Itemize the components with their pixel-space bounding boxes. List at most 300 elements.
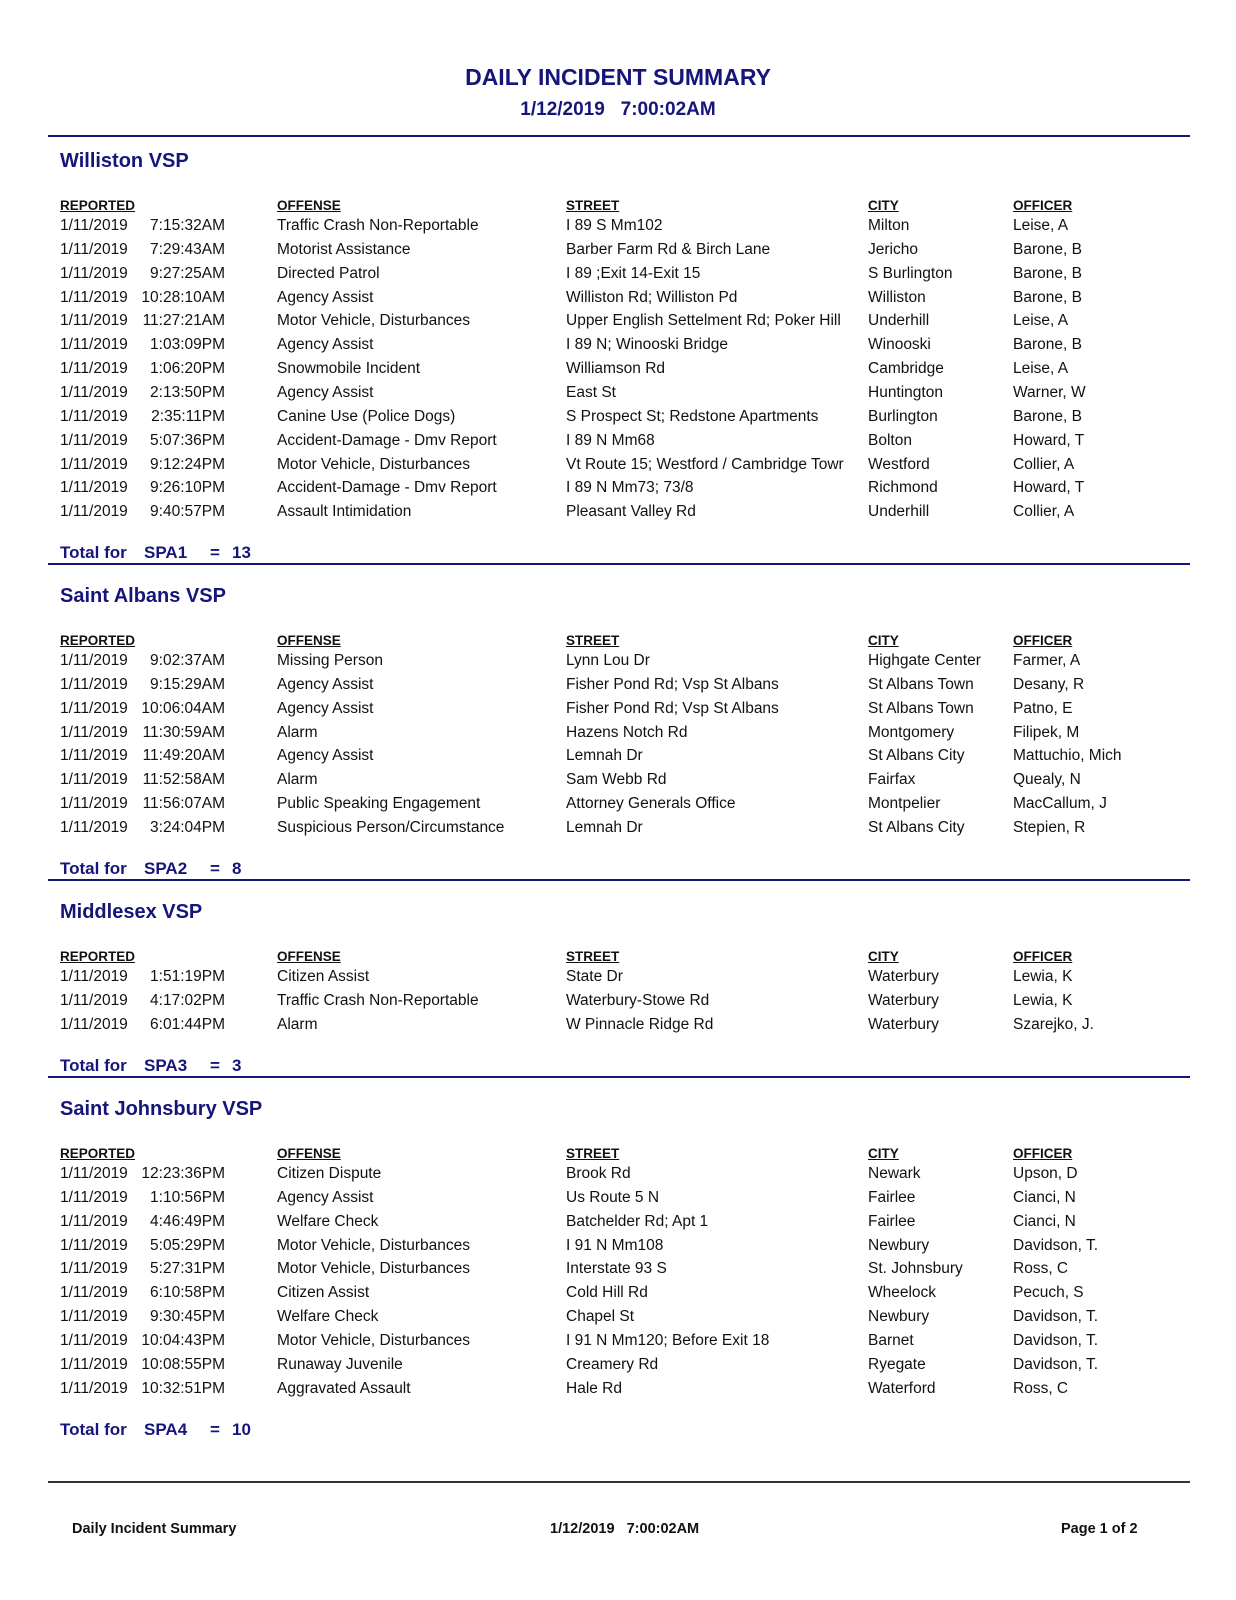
- total-label: Total for: [60, 1419, 127, 1439]
- offense-cell: Alarm: [277, 723, 318, 741]
- city-cell: Barnet: [868, 1331, 914, 1349]
- offense-cell: Assault Intimidation: [277, 503, 412, 521]
- officer-cell: Lewia, K: [1013, 968, 1073, 985]
- officer-cell: Collier, A: [1013, 503, 1075, 521]
- column-header-reported: REPORTED: [60, 198, 136, 213]
- report-time: 7:00:02AM: [620, 99, 716, 120]
- street-cell: Fisher Pond Rd; Vsp St Albans: [566, 699, 779, 717]
- report-title: DAILY INCIDENT SUMMARY: [465, 64, 771, 90]
- reported-time: 4:17:02PM: [150, 991, 225, 1009]
- city-cell: S Burlington: [868, 264, 953, 282]
- offense-cell: Suspicious Person/Circumstance: [277, 818, 505, 836]
- reported-time: 1:51:19PM: [150, 968, 225, 985]
- incident-row: [0, 724, 1236, 746]
- city-cell: Jericho: [868, 240, 918, 258]
- footer-date: 1/12/2019: [550, 1521, 615, 1537]
- incident-row: [0, 992, 1236, 1014]
- reported-date: 1/11/2019: [60, 479, 128, 497]
- reported-cell: [60, 1332, 265, 1350]
- reported-time: 12:23:36PM: [141, 1165, 225, 1182]
- reported-date: 1/11/2019: [60, 699, 128, 717]
- incident-row: [0, 265, 1236, 287]
- street-cell: Pleasant Valley Rd: [566, 503, 696, 521]
- total-label: Total for: [60, 858, 127, 878]
- reported-time: 9:15:29AM: [150, 675, 225, 693]
- offense-cell: Accident-Damage - Dmv Report: [277, 431, 497, 449]
- officer-cell: Leise, A: [1013, 217, 1069, 234]
- reported-cell: [60, 408, 265, 426]
- reported-date: 1/11/2019: [60, 240, 128, 258]
- incident-row: [0, 1237, 1236, 1259]
- officer-cell: Ross, C: [1013, 1260, 1069, 1278]
- city-cell: Montpelier: [868, 795, 941, 813]
- column-header-street: STREET: [566, 633, 620, 648]
- footer-time: 7:00:02AM: [626, 1521, 700, 1537]
- reported-cell: [60, 771, 265, 789]
- officer-cell: Mattuchio, Mich: [1013, 747, 1122, 765]
- incident-row: [0, 479, 1236, 501]
- reported-time: 9:26:10PM: [150, 479, 225, 497]
- reported-cell: [60, 312, 265, 330]
- incident-row: [0, 700, 1236, 722]
- reported-time: 7:15:32AM: [150, 217, 225, 234]
- street-cell: Hazens Notch Rd: [566, 723, 688, 741]
- section-divider: [48, 1076, 1190, 1078]
- city-cell: Burlington: [868, 407, 938, 425]
- reported-time: 3:24:04PM: [150, 818, 225, 836]
- officer-cell: Upson, D: [1013, 1165, 1078, 1182]
- reported-time: 7:29:43AM: [150, 240, 225, 258]
- section-divider: [48, 563, 1190, 565]
- column-header-reported: REPORTED: [60, 633, 136, 648]
- street-cell: I 91 N Mm120; Before Exit 18: [566, 1331, 770, 1349]
- total-count: 10: [232, 1419, 251, 1439]
- officer-cell: Collier, A: [1013, 455, 1075, 473]
- incident-row: [0, 1016, 1236, 1038]
- officer-cell: Leise, A: [1013, 312, 1069, 330]
- officer-cell: Barone, B: [1013, 264, 1082, 282]
- offense-cell: Motor Vehicle, Disturbances: [277, 312, 470, 330]
- incident-row: [0, 1213, 1236, 1235]
- column-header-street: STREET: [566, 1146, 620, 1161]
- officer-cell: Davidson, T.: [1013, 1331, 1099, 1349]
- incident-row: [0, 819, 1236, 841]
- column-header-city: CITY: [868, 198, 899, 213]
- incident-row: [0, 771, 1236, 793]
- reported-time: 11:49:20AM: [142, 747, 225, 765]
- column-header-offense: OFFENSE: [277, 1146, 341, 1161]
- reported-cell: [60, 265, 265, 283]
- section-divider: [48, 879, 1190, 881]
- city-cell: Huntington: [868, 383, 943, 401]
- reported-time: 9:27:25AM: [150, 264, 225, 282]
- reported-time: 11:56:07AM: [142, 795, 225, 813]
- officer-cell: Howard, T: [1013, 431, 1085, 449]
- incident-row: [0, 652, 1236, 674]
- reported-cell: [60, 676, 265, 694]
- offense-cell: Citizen Assist: [277, 968, 370, 985]
- total-label: Total for: [60, 1055, 127, 1075]
- street-cell: Chapel St: [566, 1308, 635, 1326]
- offense-cell: Missing Person: [277, 652, 383, 669]
- officer-cell: Cianci, N: [1013, 1188, 1076, 1206]
- incident-row: [0, 968, 1236, 990]
- offense-cell: Alarm: [277, 771, 318, 789]
- reported-cell: [60, 1284, 265, 1302]
- section-title: Saint Albans VSP: [60, 585, 226, 607]
- column-header-officer: OFFICER: [1013, 949, 1073, 964]
- incident-row: [0, 456, 1236, 478]
- column-header-offense: OFFENSE: [277, 633, 341, 648]
- officer-cell: Barone, B: [1013, 336, 1082, 354]
- incident-row: [0, 1308, 1236, 1330]
- reported-time: 5:05:29PM: [150, 1236, 225, 1254]
- street-cell: Hale Rd: [566, 1379, 622, 1397]
- street-cell: I 89 N; Winooski Bridge: [566, 336, 728, 354]
- column-header-officer: OFFICER: [1013, 1146, 1073, 1161]
- reported-cell: [60, 700, 265, 718]
- reported-date: 1/11/2019: [60, 771, 128, 789]
- reported-time: 9:12:24PM: [150, 455, 225, 473]
- incident-row: [0, 432, 1236, 454]
- street-cell: Brook Rd: [566, 1165, 631, 1182]
- reported-date: 1/11/2019: [60, 1331, 128, 1349]
- offense-cell: Agency Assist: [277, 288, 374, 306]
- reported-cell: [60, 336, 265, 354]
- officer-cell: Pecuch, S: [1013, 1284, 1084, 1302]
- reported-date: 1/11/2019: [60, 1212, 128, 1230]
- street-cell: Lemnah Dr: [566, 818, 643, 836]
- street-cell: Fisher Pond Rd; Vsp St Albans: [566, 675, 779, 693]
- street-cell: Sam Webb Rd: [566, 771, 667, 789]
- total-count: 3: [232, 1055, 242, 1075]
- street-cell: Waterbury-Stowe Rd: [566, 991, 710, 1009]
- reported-date: 1/11/2019: [60, 312, 128, 330]
- reported-cell: [60, 795, 265, 813]
- offense-cell: Public Speaking Engagement: [277, 795, 481, 813]
- street-cell: I 89 S Mm102: [566, 217, 663, 234]
- reported-cell: [60, 724, 265, 742]
- reported-time: 11:30:59AM: [142, 723, 225, 741]
- officer-cell: Quealy, N: [1013, 771, 1081, 789]
- reported-time: 1:06:20PM: [150, 360, 225, 378]
- city-cell: St Albans City: [868, 747, 965, 765]
- area-code: SPA4: [144, 1419, 188, 1439]
- page-number: Page 1 of 2: [1061, 1521, 1138, 1537]
- footer-divider: [48, 1481, 1190, 1483]
- incident-row: [0, 289, 1236, 311]
- offense-cell: Agency Assist: [277, 336, 374, 354]
- total-label: Total for: [60, 543, 127, 563]
- reported-date: 1/11/2019: [60, 652, 128, 669]
- offense-cell: Agency Assist: [277, 747, 374, 765]
- offense-cell: Snowmobile Incident: [277, 360, 421, 378]
- street-cell: I 89 N Mm68: [566, 431, 655, 449]
- reported-time: 4:46:49PM: [150, 1212, 225, 1230]
- offense-cell: Canine Use (Police Dogs): [277, 407, 456, 425]
- city-cell: Waterford: [868, 1379, 936, 1397]
- reported-time: 2:13:50PM: [150, 383, 225, 401]
- offense-cell: Aggravated Assault: [277, 1379, 411, 1397]
- incident-row: [0, 312, 1236, 334]
- offense-cell: Motor Vehicle, Disturbances: [277, 1260, 470, 1278]
- reported-date: 1/11/2019: [60, 1188, 128, 1206]
- offense-cell: Citizen Assist: [277, 1284, 370, 1302]
- reported-cell: [60, 384, 265, 402]
- header-divider: [48, 135, 1190, 137]
- total-count: 13: [232, 543, 251, 563]
- reported-date: 1/11/2019: [60, 675, 128, 693]
- reported-cell: [60, 1356, 265, 1374]
- reported-cell: [60, 1189, 265, 1207]
- incident-row: [0, 1356, 1236, 1378]
- street-cell: Attorney Generals Office: [566, 795, 736, 813]
- city-cell: St Albans Town: [868, 699, 974, 717]
- officer-cell: Barone, B: [1013, 288, 1082, 306]
- reported-time: 11:27:21AM: [142, 312, 225, 330]
- city-cell: Montgomery: [868, 723, 955, 741]
- street-cell: Vt Route 15; Westford / Cambridge Towr: [566, 455, 844, 473]
- reported-time: 9:02:37AM: [150, 652, 225, 669]
- reported-time: 10:08:55PM: [141, 1355, 225, 1373]
- reported-time: 10:32:51PM: [141, 1379, 225, 1397]
- offense-cell: Alarm: [277, 1015, 318, 1033]
- column-header-offense: OFFENSE: [277, 949, 341, 964]
- report-date: 1/12/2019: [520, 99, 605, 120]
- reported-time: 5:27:31PM: [150, 1260, 225, 1278]
- reported-date: 1/11/2019: [60, 503, 128, 521]
- incident-row: [0, 747, 1236, 769]
- officer-cell: Filipek, M: [1013, 723, 1080, 741]
- reported-cell: [60, 503, 265, 521]
- city-cell: Cambridge: [868, 360, 944, 378]
- incident-row: [0, 1284, 1236, 1306]
- officer-cell: Szarejko, J.: [1013, 1015, 1094, 1033]
- incident-row: [0, 1260, 1236, 1282]
- reported-time: 1:03:09PM: [150, 336, 225, 354]
- officer-cell: MacCallum, J: [1013, 795, 1107, 813]
- reported-cell: [60, 217, 265, 235]
- offense-cell: Traffic Crash Non-Reportable: [277, 217, 479, 234]
- area-code: SPA2: [144, 858, 188, 878]
- section-total: [60, 1056, 241, 1076]
- equals-sign: =: [210, 858, 220, 878]
- city-cell: Westford: [868, 455, 930, 473]
- column-header-city: CITY: [868, 1146, 899, 1161]
- equals-sign: =: [210, 1419, 220, 1439]
- column-header-street: STREET: [566, 949, 620, 964]
- officer-cell: Davidson, T.: [1013, 1355, 1099, 1373]
- reported-date: 1/11/2019: [60, 747, 128, 765]
- reported-cell: [60, 1213, 265, 1231]
- city-cell: Milton: [868, 217, 910, 234]
- reported-time: 10:04:43PM: [141, 1331, 225, 1349]
- reported-date: 1/11/2019: [60, 455, 128, 473]
- column-header-reported: REPORTED: [60, 949, 136, 964]
- incident-row: [0, 1332, 1236, 1354]
- reported-cell: [60, 968, 265, 986]
- reported-cell: [60, 1260, 265, 1278]
- area-code: SPA1: [144, 543, 188, 563]
- reported-date: 1/11/2019: [60, 723, 128, 741]
- reported-date: 1/11/2019: [60, 1260, 128, 1278]
- offense-cell: Agency Assist: [277, 1188, 374, 1206]
- reported-cell: [60, 1165, 265, 1183]
- reported-cell: [60, 360, 265, 378]
- equals-sign: =: [210, 1055, 220, 1075]
- city-cell: Waterbury: [868, 991, 939, 1009]
- reported-date: 1/11/2019: [60, 336, 128, 354]
- officer-cell: Farmer, A: [1013, 652, 1081, 669]
- city-cell: Fairlee: [868, 1212, 916, 1230]
- reported-cell: [60, 652, 265, 670]
- section-total: [60, 543, 251, 563]
- reported-date: 1/11/2019: [60, 991, 128, 1009]
- offense-cell: Motor Vehicle, Disturbances: [277, 1331, 470, 1349]
- area-code: SPA3: [144, 1055, 188, 1075]
- city-cell: Waterbury: [868, 1015, 939, 1033]
- incident-row: [0, 217, 1236, 239]
- offense-cell: Motor Vehicle, Disturbances: [277, 1236, 470, 1254]
- footer-datetime: [550, 1521, 699, 1537]
- reported-cell: [60, 747, 265, 765]
- reported-date: 1/11/2019: [60, 1379, 128, 1397]
- street-cell: S Prospect St; Redstone Apartments: [566, 407, 819, 425]
- officer-cell: Lewia, K: [1013, 991, 1073, 1009]
- city-cell: Fairlee: [868, 1188, 916, 1206]
- officer-cell: Davidson, T.: [1013, 1236, 1099, 1254]
- city-cell: Richmond: [868, 479, 938, 497]
- reported-cell: [60, 992, 265, 1010]
- officer-cell: Howard, T: [1013, 479, 1085, 497]
- officer-cell: Davidson, T.: [1013, 1308, 1099, 1326]
- officer-cell: Barone, B: [1013, 407, 1082, 425]
- city-cell: Underhill: [868, 503, 930, 521]
- section-title: Saint Johnsbury VSP: [60, 1098, 263, 1120]
- reported-time: 10:06:04AM: [141, 699, 225, 717]
- incident-row: [0, 503, 1236, 525]
- street-cell: W Pinnacle Ridge Rd: [566, 1015, 714, 1033]
- incident-row: [0, 360, 1236, 382]
- incident-row: [0, 1165, 1236, 1187]
- reported-time: 6:01:44PM: [150, 1015, 225, 1033]
- reported-cell: [60, 479, 265, 497]
- reported-time: 1:10:56PM: [150, 1188, 225, 1206]
- column-header-officer: OFFICER: [1013, 198, 1073, 213]
- city-cell: Ryegate: [868, 1355, 926, 1373]
- street-cell: State Dr: [566, 968, 623, 985]
- offense-cell: Welfare Check: [277, 1308, 379, 1326]
- street-cell: Batchelder Rd; Apt 1: [566, 1212, 709, 1230]
- reported-date: 1/11/2019: [60, 217, 128, 234]
- reported-time: 11:52:58AM: [142, 771, 225, 789]
- city-cell: St Albans City: [868, 818, 965, 836]
- officer-cell: Cianci, N: [1013, 1212, 1076, 1230]
- city-cell: Wheelock: [868, 1284, 937, 1302]
- city-cell: Fairfax: [868, 771, 916, 789]
- reported-date: 1/11/2019: [60, 407, 128, 425]
- incident-row: [0, 241, 1236, 263]
- city-cell: Williston: [868, 288, 926, 306]
- reported-cell: [60, 1380, 265, 1398]
- reported-date: 1/11/2019: [60, 383, 128, 401]
- offense-cell: Runaway Juvenile: [277, 1355, 403, 1373]
- city-cell: St. Johnsbury: [868, 1260, 963, 1278]
- street-cell: Barber Farm Rd & Birch Lane: [566, 240, 771, 258]
- reported-date: 1/11/2019: [60, 1308, 128, 1326]
- city-cell: Bolton: [868, 431, 912, 449]
- reported-time: 2:35:11PM: [151, 407, 225, 425]
- reported-date: 1/11/2019: [60, 431, 128, 449]
- equals-sign: =: [210, 543, 220, 563]
- officer-cell: Desany, R: [1013, 675, 1085, 693]
- reported-date: 1/11/2019: [60, 968, 128, 985]
- offense-cell: Motorist Assistance: [277, 240, 411, 258]
- section-title: Williston VSP: [60, 150, 189, 172]
- reported-cell: [60, 456, 265, 474]
- officer-cell: Stepien, R: [1013, 818, 1086, 836]
- reported-time: 5:07:36PM: [150, 431, 225, 449]
- street-cell: Lynn Lou Dr: [566, 652, 650, 669]
- street-cell: Williston Rd; Williston Pd: [566, 288, 738, 306]
- reported-date: 1/11/2019: [60, 1015, 128, 1033]
- reported-cell: [60, 289, 265, 307]
- street-cell: Lemnah Dr: [566, 747, 643, 765]
- offense-cell: Traffic Crash Non-Reportable: [277, 991, 479, 1009]
- section-total: [60, 1420, 251, 1440]
- footer-title: Daily Incident Summary: [72, 1521, 237, 1537]
- reported-date: 1/11/2019: [60, 288, 128, 306]
- street-cell: Creamery Rd: [566, 1355, 659, 1373]
- incident-row: [0, 1380, 1236, 1402]
- reported-date: 1/11/2019: [60, 1236, 128, 1254]
- officer-cell: Ross, C: [1013, 1379, 1069, 1397]
- reported-time: 9:40:57PM: [150, 503, 225, 521]
- incident-row: [0, 408, 1236, 430]
- offense-cell: Citizen Dispute: [277, 1165, 382, 1182]
- reported-cell: [60, 1016, 265, 1034]
- reported-date: 1/11/2019: [60, 1355, 128, 1373]
- street-cell: Upper English Settelment Rd; Poker Hill: [566, 312, 841, 330]
- reported-cell: [60, 241, 265, 259]
- column-header-officer: OFFICER: [1013, 633, 1073, 648]
- incident-row: [0, 676, 1236, 698]
- incident-row: [0, 384, 1236, 406]
- column-header-street: STREET: [566, 198, 620, 213]
- city-cell: St Albans Town: [868, 675, 974, 693]
- street-cell: East St: [566, 383, 616, 401]
- city-cell: Newark: [868, 1165, 921, 1182]
- reported-time: 6:10:58PM: [150, 1284, 225, 1302]
- offense-cell: Welfare Check: [277, 1212, 379, 1230]
- offense-cell: Accident-Damage - Dmv Report: [277, 479, 497, 497]
- reported-cell: [60, 1308, 265, 1326]
- column-header-reported: REPORTED: [60, 1146, 136, 1161]
- reported-cell: [60, 432, 265, 450]
- offense-cell: Agency Assist: [277, 675, 374, 693]
- reported-date: 1/11/2019: [60, 1284, 128, 1302]
- report-datetime: [0, 99, 1236, 121]
- offense-cell: Motor Vehicle, Disturbances: [277, 455, 470, 473]
- reported-time: 9:30:45PM: [150, 1308, 225, 1326]
- reported-date: 1/11/2019: [60, 360, 128, 378]
- street-cell: I 89 N Mm73; 73/8: [566, 479, 694, 497]
- offense-cell: Agency Assist: [277, 383, 374, 401]
- column-header-city: CITY: [868, 949, 899, 964]
- offense-cell: Directed Patrol: [277, 264, 380, 282]
- street-cell: Interstate 93 S: [566, 1260, 667, 1278]
- street-cell: Cold Hill Rd: [566, 1284, 648, 1302]
